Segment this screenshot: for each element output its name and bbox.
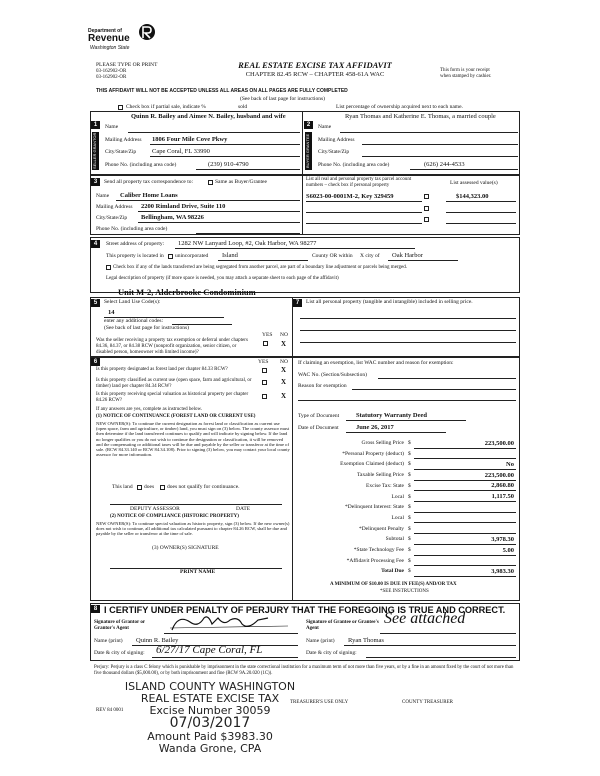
form-number-1: 03-162902-OR [96,69,127,74]
revenue-logo-icon [138,22,156,44]
seller-phone[interactable]: (239) 910-4790 [208,161,249,168]
was-seller-no-mark[interactable]: X [281,340,287,348]
doc-date-label: Date of Document [298,425,339,431]
seller-side-label: SELLER GRANTOR [92,132,97,170]
exemption-label: If claiming an exemption, list WAC number and reason for exemption: [298,360,454,366]
personal-property-label: List all personal property (tangible and intangible) included in selling price. [306,299,473,305]
agency-logo [88,22,160,56]
logo-revenue: Revenue [88,33,130,44]
historic-question: Is this property receiving special valuation as historical property per chapter 84.26 RCW? [96,392,249,403]
seller-mailing[interactable]: 1806 Four Mile Cove Pkwy [152,136,228,143]
doc-type-label: Type of Document [298,413,340,419]
tax-row-dollar: $ [408,461,411,468]
same-as-buyer-label: Same as Buyer/Grantee [215,179,267,185]
corr-city-label: City/State/Zip [96,215,128,221]
land-does-label: does [144,484,155,490]
tax-row-label: *Delinquent Interest: State [345,504,404,511]
section-4-badge: 4 [91,240,100,248]
buyer-phone[interactable]: (626) 244-4533 [424,161,465,168]
tax-row-value[interactable]: 3,978.30 [491,535,514,543]
tax-row-value[interactable]: No [506,460,514,468]
receipt-note-2: when stamped by cashier. [440,74,492,79]
tax-row-line [414,533,516,534]
land-does-not-label: does not qualify for continuance. [167,484,240,490]
tax-row-dollar: $ [408,472,411,479]
corr-city[interactable]: Bellingham, WA 98226 [141,214,204,221]
county-name[interactable]: Island [222,252,238,259]
tax-row-label: *Personal Property (deduct) [342,450,404,457]
tax-row-line [414,565,516,566]
tax-row-label: Local [391,493,404,500]
list-pct-label: List percentage of ownership acquired next to each name. [336,104,463,110]
tax-row-line [414,512,516,513]
city-name[interactable]: Oak Harbor [392,252,423,259]
buyer-mailing-label: Mailing Address [318,137,355,143]
instructions-note: (See back of last page for instructions) [240,96,325,102]
current-use-question: Is this property classified as current use (open space, farm and agricultural, or timber) land per chapter 84.34 RCW? [96,378,252,389]
see-instructions: *SEE INSTRUCTIONS [380,589,429,594]
grantor-date-label: Date & city of signing: [94,650,145,656]
tax-row-value[interactable]: 223,500.00 [484,471,514,479]
parcel-assessed-value[interactable]: $144,323.00 [456,193,489,200]
section-8-badge: 8 [91,605,100,613]
if-yes-note: If any answers are yes, complete as instructed below. [96,407,203,412]
tax-row-dollar: $ [408,547,411,553]
owner-signature-label: (3) OWNER(S) SIGNATURE [152,545,219,551]
send-correspondence-label: Send all property tax correspondence to: [104,179,194,185]
tax-row-value[interactable]: 223,500.00 [484,439,514,447]
stamp-line-2: REAL ESTATE EXCISE TAX [140,692,280,705]
assessed-header: List assessed value(s) [450,180,498,186]
was-seller-question: Was the seller receiving a property tax exemption or deferral under chapters 84.36, 84.37, or 84.38 RCW (nonprofit organization, senior citizen, or disabled person, homeowner with limited income)? [96,338,248,355]
notice-compliance-title: (2) NOTICE OF COMPLIANCE (HISTORIC PROPERTY) [110,514,239,519]
doc-type[interactable]: Statutory Warranty Deed [356,412,428,419]
historic-no-mark[interactable]: X [281,392,287,400]
parcels-header: List all real and personal property tax parcel account numbers – check box if personal property [306,177,412,188]
print-name-label: PRINT NAME [180,569,216,575]
grantor-name-label: Name (print) [94,638,123,644]
form-title: REAL ESTATE EXCISE TAX AFFIDAVIT [238,60,392,70]
seller-city[interactable]: Cape Coral, FL 33990 [152,148,210,155]
parcel-personal-checkbox-3[interactable] [424,217,429,222]
grantor-date-city[interactable]: 6/27/17 Cape Coral, FL [156,644,263,656]
grantee-date-label: Date & city of signing: [306,650,357,656]
form-subtitle: CHAPTER 82.45 RCW – CHAPTER 458-61A WAC [245,71,385,78]
tax-row-dollar: $ [408,536,411,543]
section-6-badge: 6 [91,358,100,366]
stamp-line-4: 07/03/2017 [169,715,251,731]
tax-row-value[interactable]: 2,860.80 [491,482,514,490]
forest-no-mark[interactable]: X [281,366,287,374]
same-as-buyer-checkbox[interactable] [208,180,213,185]
city-of-label: X city of [360,253,380,259]
doc-date[interactable]: June 26, 2017 [356,424,394,431]
section-2-badge: 2 [304,121,313,129]
tax-row-line [414,544,516,545]
land-does-not-checkbox[interactable] [160,485,165,490]
designation-no: NO [280,359,288,365]
section-5-badge: 5 [91,299,100,307]
tax-row-label: Subtotal [385,536,404,543]
stamp-line-6: Wanda Grone, CPA [158,742,262,755]
current-use-yes-checkbox[interactable] [262,380,267,385]
grantor-sig-label: Signature of Grantor or Grantor's Agent [94,620,145,631]
buyer-name-label: Name [318,124,332,130]
tax-row-line [414,522,516,523]
segregated-checkbox[interactable] [106,265,111,270]
tax-row-value[interactable]: 5.00 [502,546,514,554]
street-label: Street address of property: [106,241,165,247]
parcel-personal-checkbox-2[interactable] [424,206,429,211]
tax-row-label: Exemption Claimed (deduct) [340,461,404,468]
unincorporated-label: unincorporated [175,253,209,259]
certify-heading: I CERTIFY UNDER PENALTY OF PERJURY THAT THE FOREGOING IS TRUE AND CORRECT. [104,605,506,615]
tax-row-label: Total Due [381,568,404,575]
form-number-2: 03-162902-OR [96,75,127,80]
tax-row-label: Gross Selling Price [361,440,404,446]
perjury-note: Perjury: Perjury is a class C felony which is punishable by imprisonment in the state correctional institution for a maximum term of not more than five years, or by a fine in an amount fixed by the court of not more than five thousand dollars ($5,000.00), or by both imprisonment and fine (RCW 9A.20.020 (1C)). [94,665,514,676]
tax-row-line [414,458,516,459]
tax-row-dollar: $ [408,482,411,489]
seller-phone-label: Phone No. (including area code) [105,162,177,168]
deputy-assessor-label: DEPUTY ASSESSOR [130,506,180,512]
corr-name-label: Name [96,193,110,199]
minimum-note: A MINIMUM OF $10.00 IS DUE IN FEE(S) AND/OR TAX [330,582,457,587]
stamp-line-3: Excise Number 30059 [149,704,271,717]
wac-label: WAC No. (Section/Subsection) [298,372,367,378]
section-3-badge: 3 [91,178,100,186]
street-address[interactable]: 1282 NW Lanyard Loop, #2, Oak Harbor, WA 98277 [178,240,317,247]
tax-row-line [414,555,516,556]
legal-desc-label: Legal description of property (if more space is needed, you may attach a separate sheet to each page of the affidavit) [106,276,339,281]
notice-compliance-body: NEW OWNER(S): To continue special valuation as historic property, sign (3) below. If the new owner(s) does not wish to continue, all additional tax calculated pursuant to chapter 84.26 RCW, shall be due and payable by the seller or transferor at the time of sale. [96,521,290,537]
receipt-note-1: This form is your receipt [440,68,490,73]
logo-department: Department of [88,28,122,34]
land-does-checkbox[interactable] [137,485,142,490]
partial-sale-checkbox[interactable] [118,105,123,110]
unincorporated-checkbox[interactable] [168,254,173,259]
land-use-no: NO [280,332,288,338]
tax-row-label: *Affidavit Processing Fee [346,557,404,564]
parcel-number[interactable]: S6023-00-0001M-2, Key 329459 [306,193,394,200]
tax-row-line [414,469,516,470]
land-use-code[interactable]: 14 [108,309,115,316]
tax-row-dollar: $ [408,514,411,521]
additional-codes-label: enter any additional codes: [104,318,164,324]
county-treasurer: COUNTY TREASURER [402,700,453,705]
historic-yes-checkbox[interactable] [262,394,267,399]
seller-name[interactable]: Quinn R. Bailey and Aimee N. Bailey, husband and wife [131,113,286,120]
land-use-yes: YES [262,332,273,338]
logo-state: Washington State [90,45,130,51]
tax-row-line [414,490,516,491]
tax-row-dollar: $ [408,557,411,564]
reason-label: Reason for exemption [298,383,347,389]
section-7-badge: 7 [293,299,302,307]
tax-row-dollar: $ [408,440,411,446]
tax-row-value[interactable]: 3,983.30 [491,567,514,575]
seller-city-label: City/State/Zip [105,149,137,155]
segregated-label: Check box if any of the lands transferred are being segregated from another parcel, are part of a boundary line adjustment or parcels being merged. [113,265,407,270]
located-label: This property is located in [106,253,164,259]
tax-row-dollar: $ [408,450,411,457]
tax-row-dollar: $ [408,493,411,500]
grantor-name[interactable]: Quinn R. Bailey [136,637,179,644]
tax-row-label: Excise Tax: State [365,482,404,489]
notice-continuance-title: (1) NOTICE OF CONTINUANCE (FOREST LAND OR CURRENT USE) [96,414,256,419]
tax-row-line [414,448,516,449]
tax-row-dollar: $ [408,568,411,575]
tax-row-line [414,501,516,502]
current-use-no-mark[interactable]: X [281,378,287,386]
notice-continuance-body: NEW OWNER(S): To continue the current designation as forest land or classification as current use (open space, farm and agriculture, or timber) land, you must sign on (3) below. The county assessor must then determine if the land transferred continues to qualify and will indicate by signing below. If the land no longer qualifies or you do not wish to continue the designation or classification, it will be removed and the compensating or additional taxes will be due and payable by the seller or transferor at the time of sale. (RCW 84.33.140 or RCW 84.34.108). Prior to signing (3) below, you may contact your local county assessor for more information. [96,421,290,458]
please-type: PLEASE TYPE OR PRINT [96,62,158,68]
grantee-signature[interactable]: See attached [384,610,466,627]
legal-description[interactable]: Unit M-2, Alderbrooke Condominium [118,287,256,297]
seller-name-label: Name [105,124,119,130]
tax-row-value[interactable]: 1,117.50 [491,493,514,500]
tax-row-dollar: $ [408,504,411,511]
tax-row-line [414,576,516,577]
was-seller-yes-checkbox[interactable] [263,341,268,346]
tax-row-label: Taxable Selling Price [357,472,404,479]
partial-sale-label: Check box if partial sale, indicate % [126,104,206,110]
tax-row-line [414,480,516,481]
land-use-see-back: (See back of last page for instructions) [104,325,189,331]
forest-land-question: Is this property designated as forest land per chapter 84.33 RCW? [96,367,228,372]
grantee-name-label: Name (print) [306,638,335,644]
stamp-line-1: ISLAND COUNTY WASHINGTON [124,680,296,693]
grantee-sig-label: Signature of Grantee or Grantee's Agent [306,620,379,631]
stamp-line-5: Amount Paid $3983.30 [147,730,273,743]
designation-yes: YES [258,359,269,365]
grantor-signature[interactable] [168,612,298,634]
section-1-badge: 1 [91,121,100,129]
seller-mailing-label: Mailing Address [105,137,142,143]
sold-label: sold [238,104,248,110]
parcel-personal-checkbox[interactable] [424,194,429,199]
buyer-phone-label: Phone No. (including area code) [318,162,390,168]
buyer-side-label: BUYER GRANTEE [305,133,310,169]
warning-line: THIS AFFIDAVIT WILL NOT BE ACCEPTED UNLESS ALL AREAS ON ALL PAGES ARE FULLY COMPLETED [96,88,348,94]
this-land-label: This land [112,484,133,490]
treasurer-use-only: TREASURER'S USE ONLY [290,700,349,705]
corr-phone-label: Phone No. (including area code) [96,226,168,232]
seller-buyer-divider [302,111,303,175]
land-use-label: Select Land Use Code(s): [104,299,161,305]
corr-mailing-label: Mailing Address [96,204,133,210]
corr-name[interactable]: Caliber Home Loans [120,192,178,199]
tax-row-label: Local [391,514,404,521]
county-or-within-label: County OR within [312,253,353,259]
tax-row-label: *State Technology Fee [353,547,404,553]
tax-row-dollar: $ [408,525,411,532]
buyer-city-label: City/State/Zip [318,149,350,155]
forest-yes-checkbox[interactable] [262,368,267,373]
corr-mailing[interactable]: 2200 Rimland Drive, Suite 110 [141,203,226,210]
rev-number: REV 84 0001 [96,708,124,713]
deputy-date-label: DATE [236,506,251,512]
buyer-name[interactable]: Ryan Thomas and Katherine E. Thomas, a married couple [345,113,496,120]
tax-row-label: *Delinquent Penalty [358,525,404,532]
grantee-name[interactable]: Ryan Thomas [348,637,384,644]
